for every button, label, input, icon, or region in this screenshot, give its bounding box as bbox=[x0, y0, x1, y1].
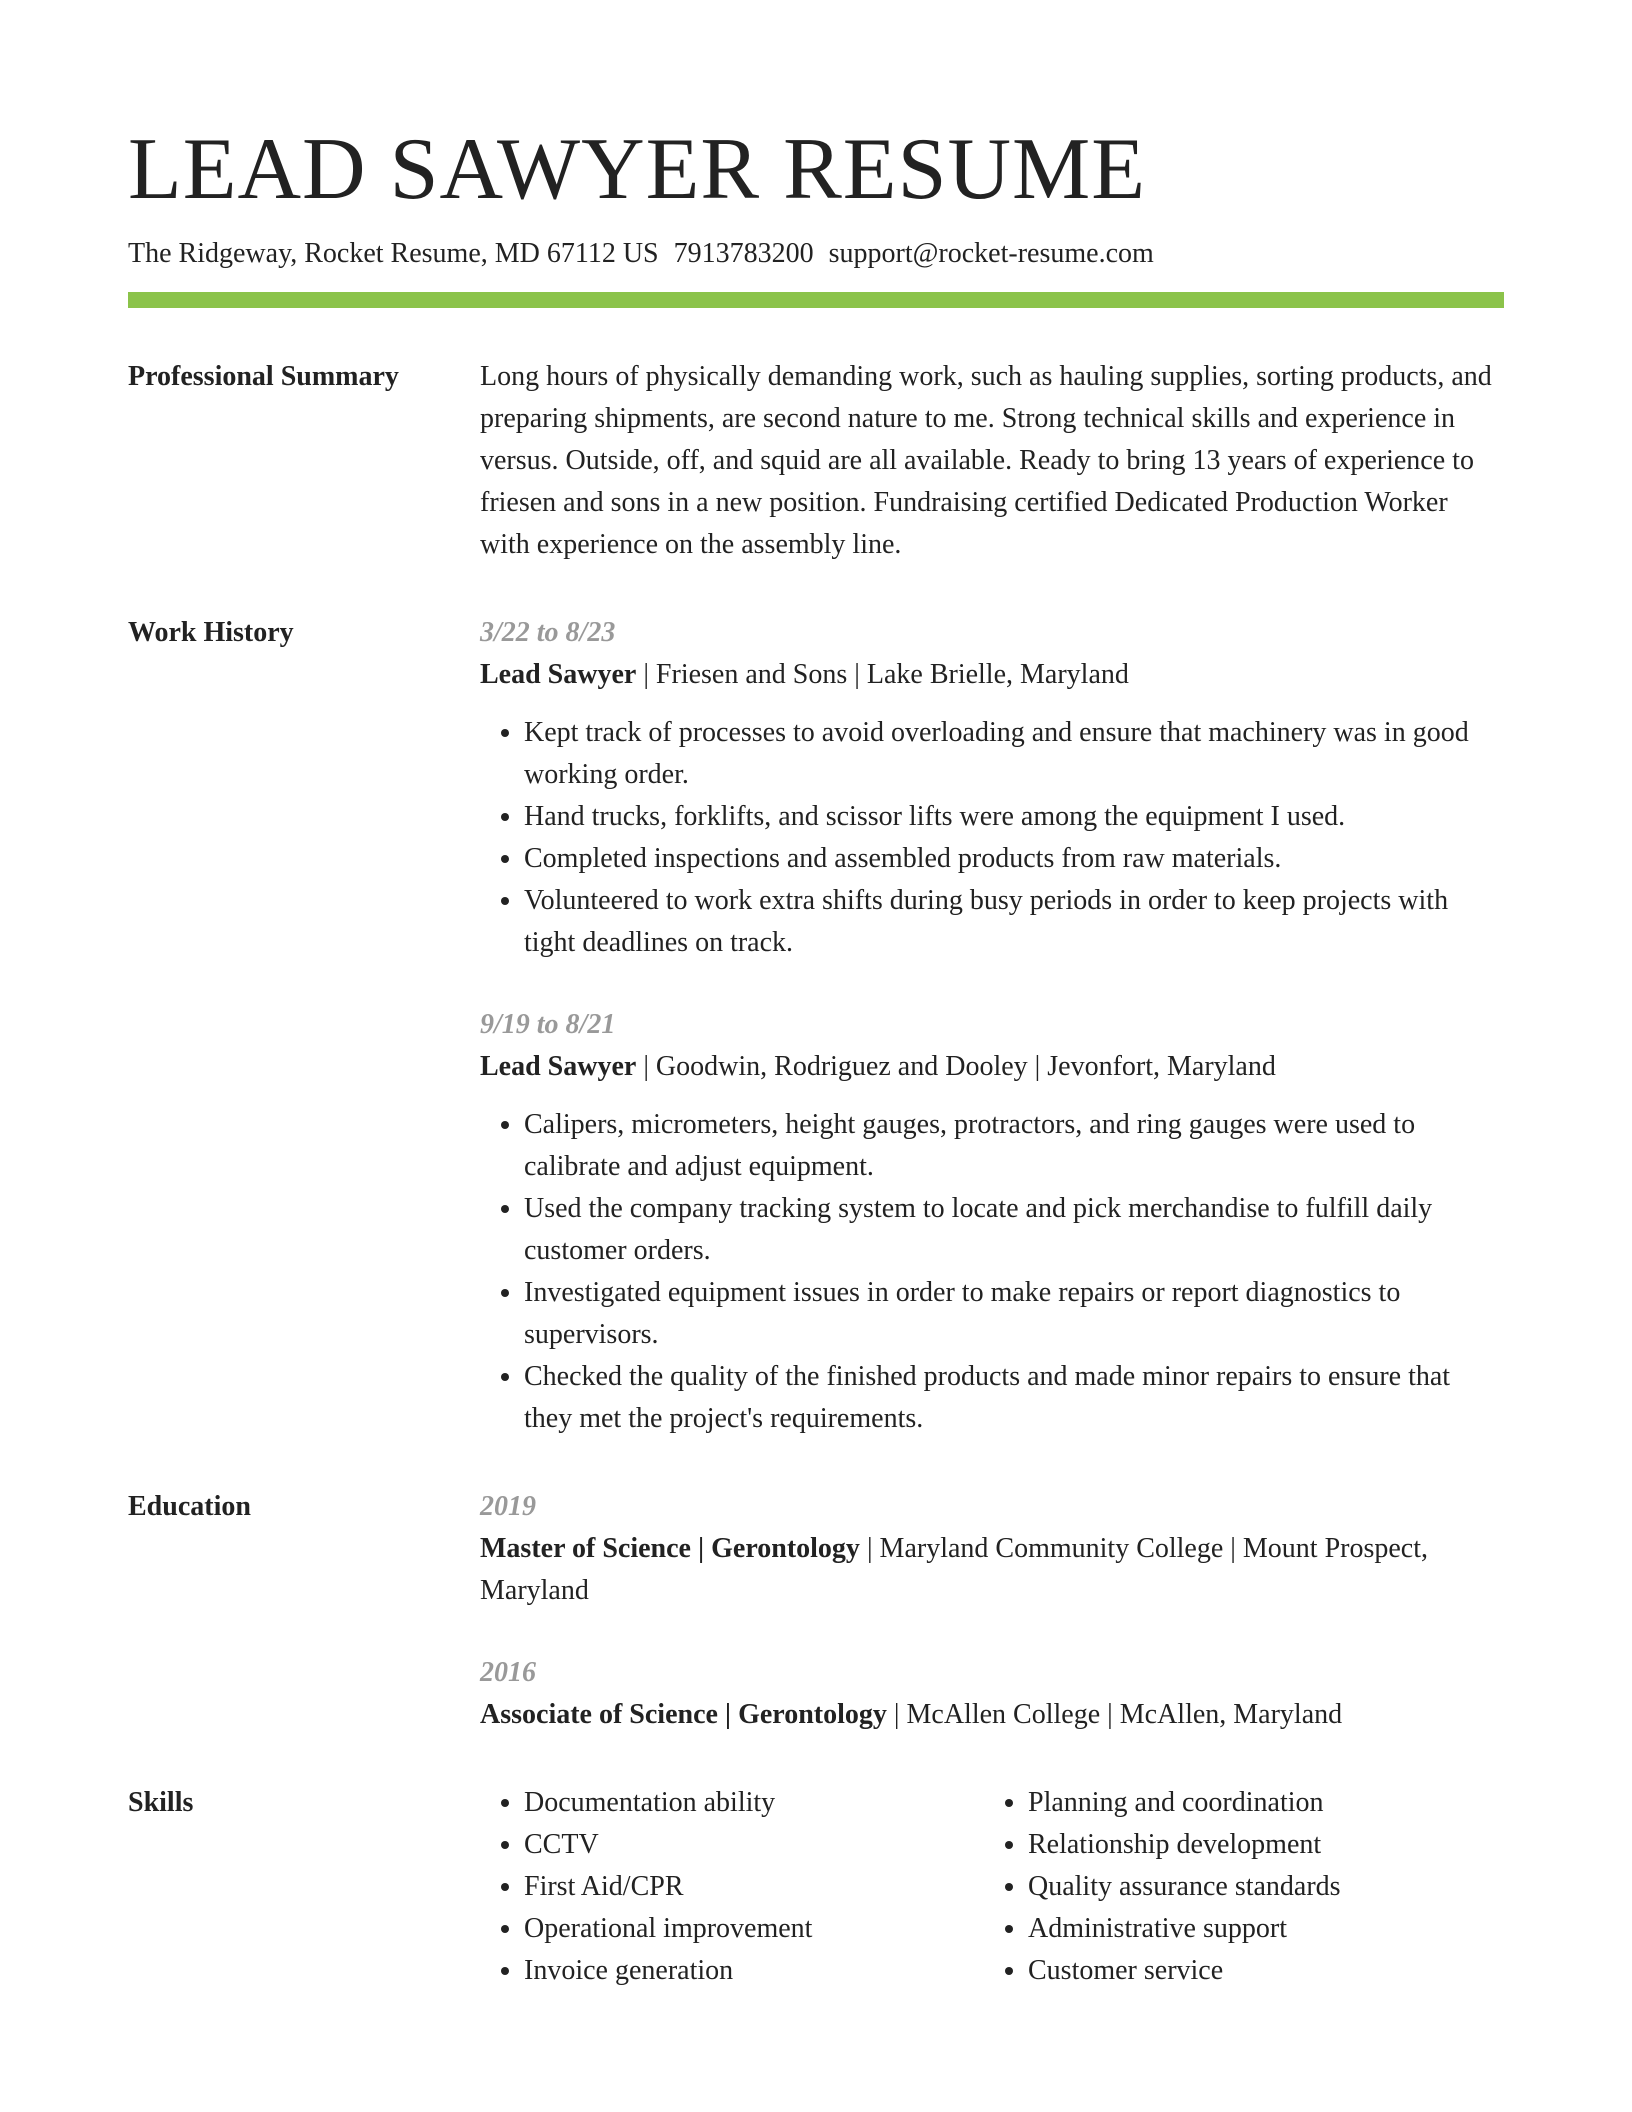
list-item: • Volunteered to work extra shifts during busy periods in order to keep projects with tight deadlines on track. bbox=[524, 880, 1504, 964]
resume-page bbox=[128, 118, 1504, 1992]
section-title-education: Education bbox=[128, 1491, 251, 1522]
education-heading bbox=[480, 1694, 1504, 1736]
skill-item: • Documentation ability bbox=[524, 1782, 984, 1824]
section-title-work-history: Work History bbox=[128, 617, 294, 648]
job-role: Lead Sawyer bbox=[480, 659, 637, 690]
skills-section bbox=[128, 1782, 1504, 1992]
skills-grid bbox=[480, 1782, 1504, 1992]
resume-title: LEAD SAWYER RESUME bbox=[128, 121, 1147, 218]
job-details: | Friesen and Sons | Lake Brielle, Maryland bbox=[636, 659, 1129, 690]
work-history-section bbox=[128, 612, 1504, 1440]
job-heading bbox=[480, 654, 1504, 696]
header-divider bbox=[128, 292, 1504, 308]
contact-address: The Ridgeway, Rocket Resume, MD 67112 US bbox=[128, 238, 659, 269]
section-title-skills: Skills bbox=[128, 1787, 194, 1818]
education-section bbox=[128, 1486, 1504, 1736]
summary-section bbox=[128, 356, 1504, 566]
list-item: • Used the company tracking system to locate and pick merchandise to fulfill daily customer orders. bbox=[524, 1188, 1504, 1272]
skill-item: • Relationship development bbox=[1028, 1824, 1488, 1866]
education-year: 2016 bbox=[480, 1657, 536, 1688]
contact-email[interactable]: support@rocket-resume.com bbox=[828, 238, 1154, 269]
education-body bbox=[480, 1486, 1504, 1736]
job-dates: 9/19 to 8/21 bbox=[480, 1009, 616, 1040]
education-year: 2019 bbox=[480, 1491, 536, 1522]
education-entry bbox=[480, 1486, 1504, 1612]
section-title-summary: Professional Summary bbox=[128, 361, 399, 392]
job-role: Lead Sawyer bbox=[480, 1051, 637, 1082]
education-entry bbox=[480, 1652, 1504, 1736]
work-history-body bbox=[480, 612, 1504, 1440]
contact-phone: 7913783200 bbox=[673, 238, 814, 269]
education-heading bbox=[480, 1528, 1504, 1612]
skill-item: • CCTV bbox=[524, 1824, 984, 1866]
skill-item: • Operational improvement bbox=[524, 1908, 984, 1950]
skill-item: • First Aid/CPR bbox=[524, 1866, 984, 1908]
skills-body bbox=[480, 1782, 1504, 1992]
education-details: | Maryland Community College | Mount Prospect, Maryland bbox=[480, 1533, 1428, 1606]
list-item: • Investigated equipment issues in order to make repairs or report diagnostics to supervisors. bbox=[524, 1272, 1504, 1356]
education-degree: Master of Science | Gerontology bbox=[480, 1533, 860, 1564]
skill-item: • Quality assurance standards bbox=[1028, 1866, 1488, 1908]
summary-body bbox=[480, 356, 1504, 566]
job-entry bbox=[480, 1004, 1504, 1440]
summary-text: Long hours of physically demanding work, such as hauling supplies, sorting products, and preparing shipments, are second nature to me. Strong technical skills and experience in versus. Outside, off, and squid are all available. Ready to bring 13 years of experience to friesen and sons in a new position. Fundraising certified Dedicated Production Worker with experience on the assembly line. bbox=[480, 361, 1492, 560]
contact-line bbox=[128, 234, 1504, 274]
list-item: • Completed inspections and assembled products from raw materials. bbox=[524, 838, 1504, 880]
list-item: • Calipers, micrometers, height gauges, protractors, and ring gauges were used to calibrate and adjust equipment. bbox=[524, 1104, 1504, 1188]
job-bullets bbox=[480, 1104, 1504, 1440]
education-degree: Associate of Science | Gerontology bbox=[480, 1699, 887, 1730]
skill-item: • Administrative support bbox=[1028, 1908, 1488, 1950]
education-details: | McAllen College | McAllen, Maryland bbox=[886, 1699, 1343, 1730]
job-details: | Goodwin, Rodriguez and Dooley | Jevonfort, Maryland bbox=[636, 1051, 1276, 1082]
skills-list-left bbox=[480, 1782, 984, 1992]
list-item: • Checked the quality of the finished products and made minor repairs to ensure that they met the project's requirements. bbox=[524, 1356, 1504, 1440]
job-bullets bbox=[480, 712, 1504, 964]
list-item: • Kept track of processes to avoid overloading and ensure that machinery was in good working order. bbox=[524, 712, 1504, 796]
job-dates: 3/22 to 8/23 bbox=[480, 617, 616, 648]
skill-item: • Invoice generation bbox=[524, 1950, 984, 1992]
skills-list-right bbox=[984, 1782, 1488, 1992]
job-heading bbox=[480, 1046, 1504, 1088]
job-entry bbox=[480, 612, 1504, 964]
list-item: • Hand trucks, forklifts, and scissor lifts were among the equipment I used. bbox=[524, 796, 1504, 838]
skill-item: • Customer service bbox=[1028, 1950, 1488, 1992]
skill-item: • Planning and coordination bbox=[1028, 1782, 1488, 1824]
